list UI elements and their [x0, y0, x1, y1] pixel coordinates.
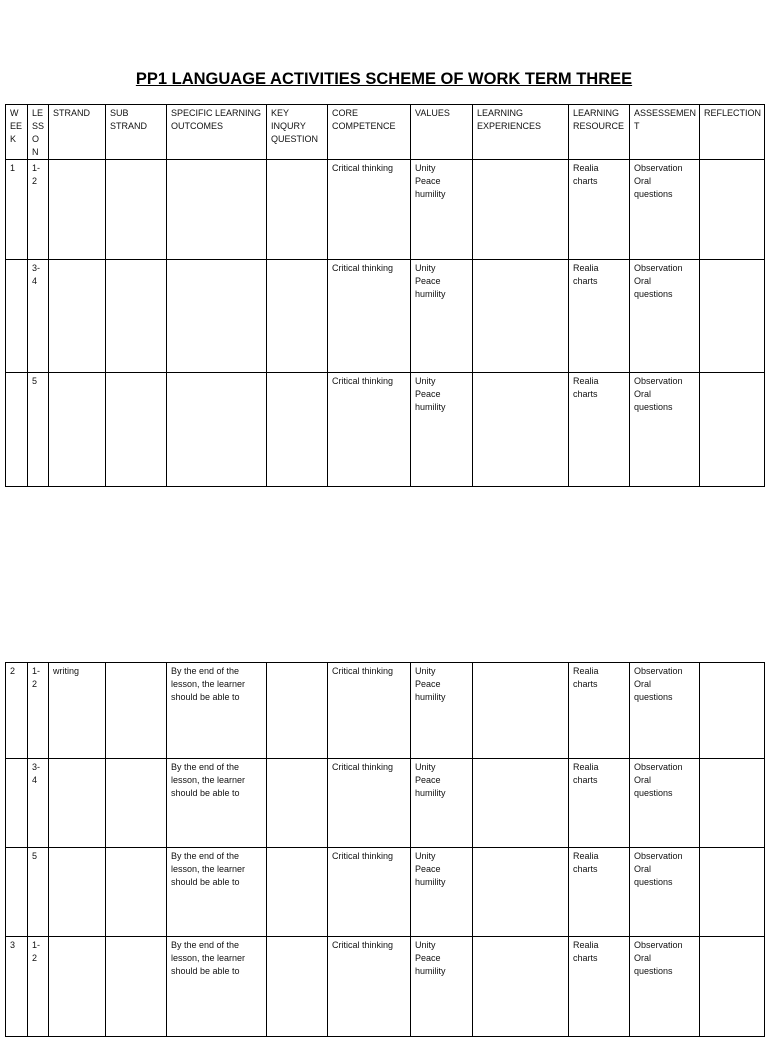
table-row [6, 937, 765, 1037]
competence-cell: Critical thinking [328, 759, 411, 848]
assessment-cell: Observation Oral questions [630, 937, 700, 1037]
reflection-cell [700, 260, 765, 373]
lesson-cell: 1- 2 [28, 663, 49, 759]
assessment-cell: Observation Oral questions [630, 663, 700, 759]
column-header: REFLECTION [700, 105, 765, 160]
lesson-cell: 1- 2 [28, 937, 49, 1037]
assessment-cell: Observation Oral questions [630, 373, 700, 487]
scheme-table-top [5, 104, 765, 487]
reflection-cell [700, 848, 765, 937]
competence-cell: Critical thinking [328, 373, 411, 487]
sub-strand-cell [106, 759, 167, 848]
experiences-cell [473, 160, 569, 260]
strand-cell [49, 260, 106, 373]
sub-strand-cell [106, 160, 167, 260]
lesson-cell: 5 [28, 848, 49, 937]
lesson-cell: 1- 2 [28, 160, 49, 260]
values-cell: Unity Peace humility [411, 663, 473, 759]
strand-cell: writing [49, 663, 106, 759]
sub-strand-cell [106, 373, 167, 487]
sub-strand-cell [106, 937, 167, 1037]
scheme-table-bottom [5, 662, 765, 1037]
competence-cell: Critical thinking [328, 260, 411, 373]
assessment-cell: Observation Oral questions [630, 759, 700, 848]
column-header: ASSESSEMEN T [630, 105, 700, 160]
key-question-cell [267, 260, 328, 373]
sub-strand-cell [106, 260, 167, 373]
header-row [6, 105, 765, 160]
assessment-cell: Observation Oral questions [630, 260, 700, 373]
document-title: PP1 LANGUAGE ACTIVITIES SCHEME OF WORK TERM THREE [135, 70, 633, 88]
experiences-cell [473, 937, 569, 1037]
week-cell: 3 [6, 937, 28, 1037]
key-question-cell [267, 160, 328, 260]
experiences-cell [473, 848, 569, 937]
values-cell: Unity Peace humility [411, 848, 473, 937]
key-question-cell [267, 759, 328, 848]
sub-strand-cell [106, 663, 167, 759]
lesson-cell: 3- 4 [28, 759, 49, 848]
column-header: LEARNING RESOURCE [569, 105, 630, 160]
table-row [6, 759, 765, 848]
outcomes-cell: By the end of the lesson, the learner should be able to [167, 663, 267, 759]
table-row [6, 848, 765, 937]
week-cell [6, 759, 28, 848]
table-row [6, 160, 765, 260]
experiences-cell [473, 759, 569, 848]
reflection-cell [700, 373, 765, 487]
outcomes-cell: By the end of the lesson, the learner should be able to [167, 848, 267, 937]
column-header: LEARNING EXPERIENCES [473, 105, 569, 160]
week-cell [6, 373, 28, 487]
outcomes-cell: By the end of the lesson, the learner should be able to [167, 937, 267, 1037]
values-cell: Unity Peace humility [411, 373, 473, 487]
sub-strand-cell [106, 848, 167, 937]
outcomes-cell [167, 373, 267, 487]
lesson-cell: 3- 4 [28, 260, 49, 373]
resource-cell: Realia charts [569, 260, 630, 373]
values-cell: Unity Peace humility [411, 260, 473, 373]
key-question-cell [267, 848, 328, 937]
column-header: STRAND [49, 105, 106, 160]
reflection-cell [700, 663, 765, 759]
experiences-cell [473, 663, 569, 759]
experiences-cell [473, 260, 569, 373]
resource-cell: Realia charts [569, 759, 630, 848]
reflection-cell [700, 160, 765, 260]
reflection-cell [700, 759, 765, 848]
outcomes-cell [167, 160, 267, 260]
resource-cell: Realia charts [569, 663, 630, 759]
column-header: SPECIFIC LEARNING OUTCOMES [167, 105, 267, 160]
resource-cell: Realia charts [569, 937, 630, 1037]
strand-cell [49, 848, 106, 937]
lesson-cell: 5 [28, 373, 49, 487]
outcomes-cell [167, 260, 267, 373]
key-question-cell [267, 663, 328, 759]
competence-cell: Critical thinking [328, 937, 411, 1037]
column-header: LE SS O N [28, 105, 49, 160]
key-question-cell [267, 373, 328, 487]
strand-cell [49, 160, 106, 260]
competence-cell: Critical thinking [328, 663, 411, 759]
key-question-cell [267, 937, 328, 1037]
values-cell: Unity Peace humility [411, 759, 473, 848]
experiences-cell [473, 373, 569, 487]
week-cell: 2 [6, 663, 28, 759]
assessment-cell: Observation Oral questions [630, 160, 700, 260]
competence-cell: Critical thinking [328, 160, 411, 260]
week-cell: 1 [6, 160, 28, 260]
table-row [6, 260, 765, 373]
strand-cell [49, 937, 106, 1037]
column-header: VALUES [411, 105, 473, 160]
column-header: KEY INQURY QUESTION [267, 105, 328, 160]
reflection-cell [700, 937, 765, 1037]
week-cell [6, 848, 28, 937]
table-row [6, 663, 765, 759]
competence-cell: Critical thinking [328, 848, 411, 937]
table-row [6, 373, 765, 487]
outcomes-cell: By the end of the lesson, the learner should be able to [167, 759, 267, 848]
resource-cell: Realia charts [569, 848, 630, 937]
values-cell: Unity Peace humility [411, 937, 473, 1037]
resource-cell: Realia charts [569, 160, 630, 260]
week-cell [6, 260, 28, 373]
column-header: W EE K [6, 105, 28, 160]
column-header: CORE COMPETENCE [328, 105, 411, 160]
column-header: SUB STRAND [106, 105, 167, 160]
assessment-cell: Observation Oral questions [630, 848, 700, 937]
strand-cell [49, 759, 106, 848]
strand-cell [49, 373, 106, 487]
resource-cell: Realia charts [569, 373, 630, 487]
values-cell: Unity Peace humility [411, 160, 473, 260]
